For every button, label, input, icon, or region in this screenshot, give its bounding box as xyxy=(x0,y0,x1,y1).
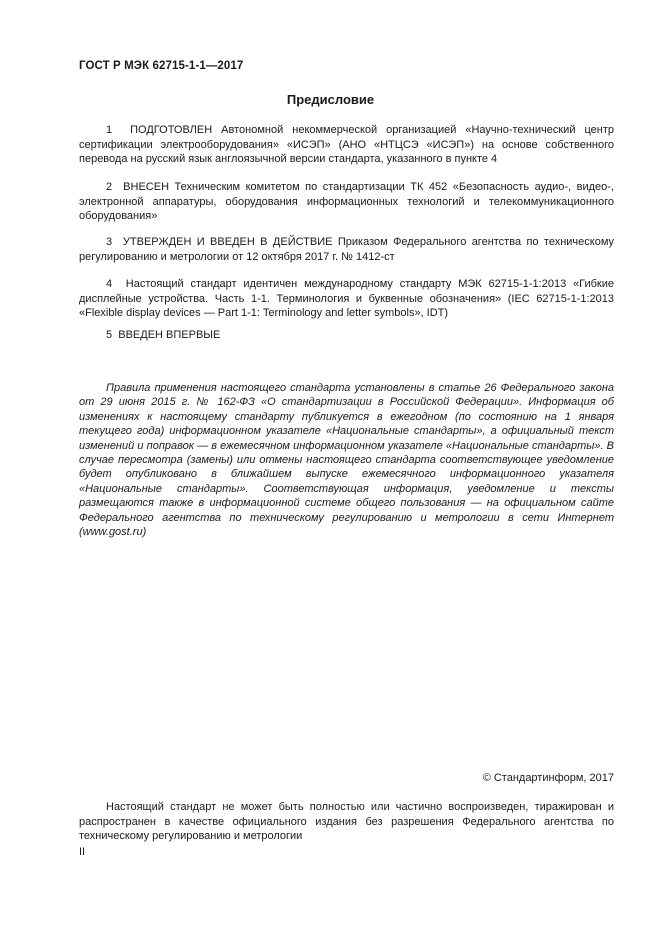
preface-item-5 xyxy=(79,328,614,343)
reproduction-notice xyxy=(79,800,614,844)
item-number: 1 xyxy=(106,124,113,136)
item-text: Автономной некоммерческой организацией «Научно-технический центр сертификации электрооборудования» «ИСЭП» (АНО «НТЦСЭ «ИСЭП») на основе собственного перевода на русский язык англоязычной версии стандарта, указанного в пункте 4 xyxy=(79,124,614,165)
item-number: 3 xyxy=(106,236,113,248)
document-code-header: ГОСТ Р МЭК 62715-1-1—2017 xyxy=(79,60,244,72)
page-title: Предисловие xyxy=(286,92,375,107)
item-text: международному стандарту МЭК 62715-1-1:2013 «Гибкие дисплейные устройства. Часть 1-1. Терминология и буквенные обозначения» (IEC 62715-1-1:2013 «Flexible display devices — Part 1-1: Terminology and letter symbols», IDT) xyxy=(79,278,614,319)
copyright: © Стандартинформ, 2017 xyxy=(482,772,614,784)
item-lead: Настоящий стандарт идентичен xyxy=(125,278,298,290)
preface-item-4 xyxy=(79,277,614,321)
item-lead: ПОДГОТОВЛЕН xyxy=(130,124,213,136)
preface-item-2 xyxy=(79,180,614,224)
preface-item-3 xyxy=(79,235,614,264)
page-number: II xyxy=(79,846,86,858)
item-number: 5 xyxy=(106,329,113,341)
item-lead: ВНЕСЕН xyxy=(123,181,170,193)
preface-item-1 xyxy=(79,123,614,167)
standard-application-notice xyxy=(79,381,614,539)
item-number: 4 xyxy=(106,278,113,290)
item-lead: ВВЕДЕН ВПЕРВЫЕ xyxy=(118,329,221,341)
item-lead: УТВЕРЖДЕН И ВВЕДЕН В ДЕЙСТВИЕ xyxy=(122,236,333,248)
notice-text: Правила применения настоящего стандарта установлены в статье 26 Федерального закона от 29 июня 2015 г. № 162-ФЗ «О стандартизации в Российской Федерации». Информация об изменениях к настоящему стандарту публикуется в ежегодном (по состоянию на 1 января текущего года) информационном указателе «Национальные стандарты», а официальный текст изменений и поправок — в ежемесячном информационном указателе «Национальные стандарты». В случае пересмотра (замены) или отмены настоящего стандарта соответствующее уведомление будет опубликовано в ближайшем выпуске ежемесячного информационного указателя «Национальные стандарты». Соответствующая информация, уведомление и тексты размещаются также в информационной системе общего пользования — на официальном сайте Федерального агентства по техническому регулированию и метрологии в сети Интернет (www.gost.ru) xyxy=(79,382,614,539)
item-number: 2 xyxy=(106,181,113,193)
item-text: Приказом Федерального агентства по техническому регулированию и метрологии от 12 октября 2017 г. № 1412-ст xyxy=(79,236,614,263)
footer-text: Настоящий стандарт не может быть полностью или частично воспроизведен, тиражирован и распространен в качестве официального издания без разрешения Федерального агентства по техническому регулированию и метрологии xyxy=(79,801,614,842)
item-text: Техническим комитетом по стандартизации ТК 452 «Безопасность аудио-, видео-, электронной аппаратуры, оборудования информационных технологий и телекоммуникационного оборудования» xyxy=(79,181,614,222)
